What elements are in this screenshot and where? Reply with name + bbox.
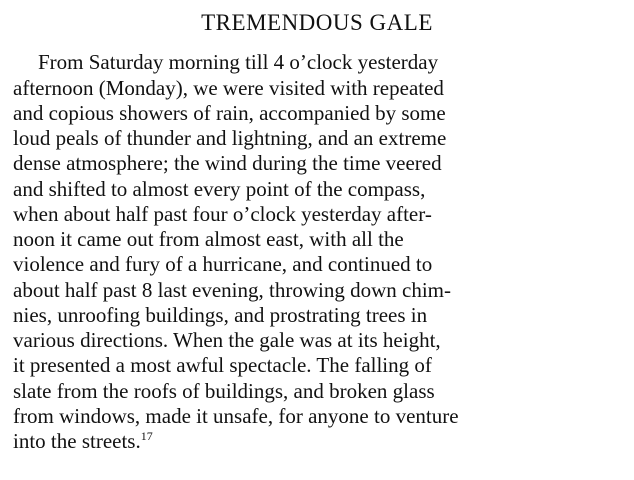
body-line: from windows, made it unsafe, for anyone to venture — [13, 404, 459, 428]
body-line: From Saturday morning till 4 o’clock yesterday — [38, 50, 439, 74]
body-line: slate from the roofs of buildings, and broken glass — [13, 379, 435, 403]
body-line: afternoon (Monday), we were visited with repeated — [13, 76, 444, 100]
body-line: various directions. When the gale was at its height, — [13, 328, 441, 352]
body-line: violence and fury of a hurricane, and continued to — [13, 252, 433, 276]
body-line: loud peals of thunder and lightning, and an extreme — [13, 126, 447, 150]
article-title: TREMENDOUS GALE — [201, 10, 433, 35]
body-line: nies, unroofing buildings, and prostrating trees in — [13, 303, 428, 327]
footnote-reference: 17 — [140, 429, 153, 443]
body-line: it presented a most awful spectacle. The falling of — [13, 353, 432, 377]
body-line-text: into the streets. — [13, 429, 141, 453]
body-line: noon it came out from almost east, with all the — [13, 227, 404, 251]
body-line: dense atmosphere; the wind during the time veered — [13, 151, 442, 175]
body-line: and copious showers of rain, accompanied by some — [13, 101, 446, 125]
body-line-last — [13, 429, 153, 453]
body-line: and shifted to almost every point of the compass, — [13, 177, 426, 201]
body-line: about half past 8 last evening, throwing down chim- — [13, 278, 451, 302]
body-line: when about half past four o’clock yesterday after- — [13, 202, 432, 226]
